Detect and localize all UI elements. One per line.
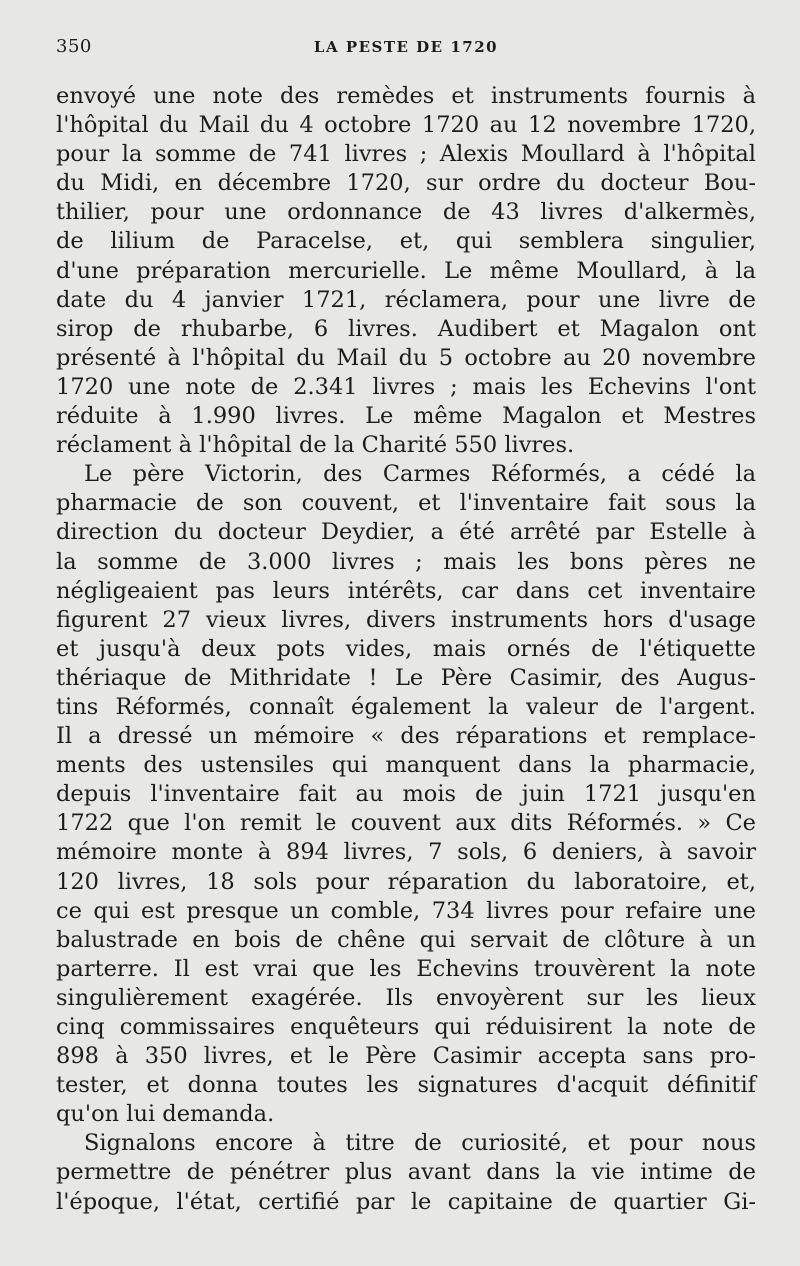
text-line: tester, et donna toutes les signatures d'acquit définitif bbox=[56, 1072, 756, 1099]
text-line: tins Réformés, connaît également la valeur de l'argent. bbox=[56, 693, 756, 720]
text-line: ce qui est presque un comble, 734 livres pour refaire une bbox=[56, 897, 756, 924]
text-line: réduite à 1.990 livres. Le même Magalon et Mestres bbox=[56, 403, 756, 430]
text-line: d'une préparation mercurielle. Le même Moullard, à la bbox=[56, 257, 756, 284]
text-line: de lilium de Paracelse, et, qui semblera singulier, bbox=[56, 228, 756, 255]
text-line: 898 à 350 livres, et le Père Casimir accepta sans pro- bbox=[56, 1043, 756, 1070]
text-line: Le père Victorin, des Carmes Réformés, a cédé la bbox=[84, 461, 756, 488]
text-line: du Midi, en décembre 1720, sur ordre du docteur Bou- bbox=[56, 170, 756, 197]
text-line: et jusqu'à deux pots vides, mais ornés de l'étiquette bbox=[56, 635, 756, 662]
running-title: LA PESTE DE 1720 bbox=[313, 38, 499, 56]
text-line: date du 4 janvier 1721, réclamera, pour une livre de bbox=[56, 286, 756, 313]
text-line: parterre. Il est vrai que les Echevins trouvèrent la note bbox=[56, 955, 756, 982]
text-line: figurent 27 vieux livres, divers instruments hors d'usage bbox=[56, 606, 756, 633]
text-line: l'époque, l'état, certifié par le capitaine de quartier Gi- bbox=[56, 1188, 756, 1215]
paragraph bbox=[56, 1129, 756, 1216]
text-line: Il a dressé un mémoire « des réparations et remplace- bbox=[56, 723, 756, 750]
text-line: ments des ustensiles qui manquent dans la pharmacie, bbox=[56, 752, 756, 779]
text-line: Signalons encore à titre de curiosité, et pour nous bbox=[84, 1130, 756, 1157]
text-line: balustrade en bois de chêne qui servait de clôture à un bbox=[56, 926, 756, 953]
paragraph bbox=[56, 460, 756, 1129]
text-line: 1720 une note de 2.341 livres ; mais les Echevins l'ont bbox=[56, 373, 756, 400]
text-line: singulièrement exagérée. Ils envoyèrent sur les lieux bbox=[56, 984, 756, 1011]
text-line: l'hôpital du Mail du 4 octobre 1720 au 12 novembre 1720, bbox=[56, 112, 756, 139]
page-header bbox=[56, 36, 756, 64]
page-number: 350 bbox=[56, 36, 92, 57]
text-line: direction du docteur Deydier, a été arrêté par Estelle à bbox=[56, 519, 756, 546]
text-line: envoyé une note des remèdes et instruments fournis à bbox=[56, 83, 756, 109]
text-line: réclament à l'hôpital de la Charité 550 livres. bbox=[56, 432, 575, 459]
text-line: présenté à l'hôpital du Mail du 5 octobre au 20 novembre bbox=[56, 344, 756, 371]
text-line: qu'on lui demanda. bbox=[56, 1101, 275, 1128]
text-line: mémoire monte à 894 livres, 7 sols, 6 deniers, à savoir bbox=[56, 839, 756, 866]
text-line: thériaque de Mithridate ! Le Père Casimir, des Augus- bbox=[56, 664, 756, 691]
text-line: thilier, pour une ordonnance de 43 livres d'alkermès, bbox=[56, 199, 756, 226]
text-line: depuis l'inventaire fait au mois de juin 1721 jusqu'en bbox=[56, 781, 756, 808]
text-line: permettre de pénétrer plus avant dans la vie intime de bbox=[56, 1159, 756, 1186]
text-line: 1722 que l'on remit le couvent aux dits Réformés. » Ce bbox=[56, 810, 756, 837]
text-line: pour la somme de 741 livres ; Alexis Moullard à l'hôpital bbox=[56, 141, 756, 168]
text-line: la somme de 3.000 livres ; mais les bons pères ne bbox=[56, 548, 756, 575]
text-line: cinq commissaires enquêteurs qui réduisirent la note de bbox=[56, 1014, 756, 1040]
text-line: pharmacie de son couvent, et l'inventaire fait sous la bbox=[56, 490, 756, 517]
text-line: sirop de rhubarbe, 6 livres. Audibert et Magalon ont bbox=[56, 315, 756, 342]
body-text bbox=[56, 82, 756, 1217]
paragraph bbox=[56, 82, 756, 460]
text-line: négligeaient pas leurs intérêts, car dans cet inventaire bbox=[56, 577, 756, 604]
text-line: 120 livres, 18 sols pour réparation du laboratoire, et, bbox=[56, 868, 756, 895]
